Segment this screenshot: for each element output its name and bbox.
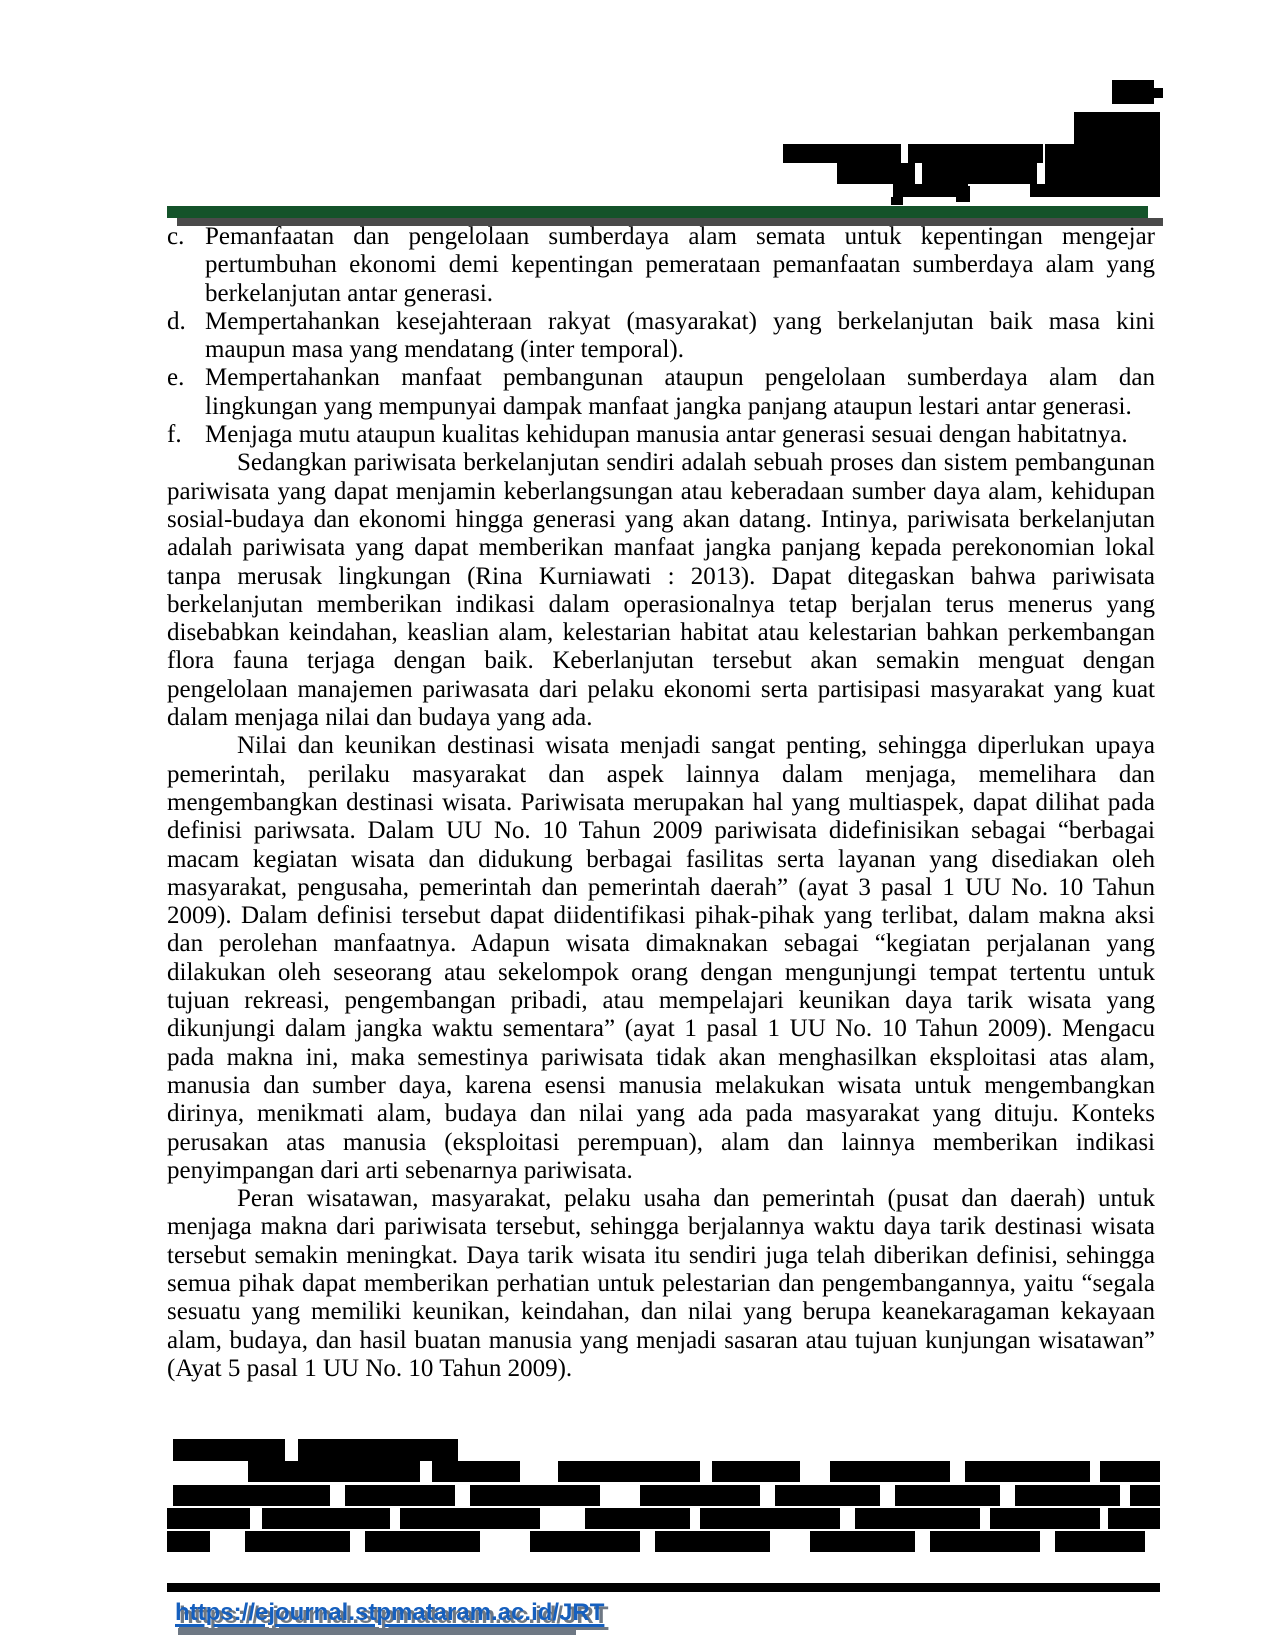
redaction-block	[783, 144, 901, 163]
list-text: Pemanfaatan dan pengelolaan sumberdaya alam semata untuk kepentingan mengejar pertumbuhan ekonomi demi kepentingan pemerataan pemanfaatan sumberdaya alam yang berkelanjutan antar generasi.	[205, 223, 1155, 307]
header-divider-bar	[167, 206, 1148, 218]
redaction-block	[922, 163, 1037, 184]
list-text: Mempertahankan manfaat pembangunan ataupun pengelolaan sumberdaya alam dan lingkungan yang mempunyai dampak manfaat jangka panjang ataupun lestari antar generasi.	[205, 364, 1155, 420]
redaction-block	[1108, 1508, 1160, 1529]
redaction-block	[712, 1461, 800, 1482]
redaction-block	[400, 1508, 540, 1529]
redaction-block	[530, 1531, 640, 1552]
redaction-block	[470, 1485, 600, 1506]
redaction-block	[1130, 1485, 1160, 1506]
redaction-block	[891, 197, 903, 205]
redaction-block	[167, 1508, 250, 1529]
list-label: d.	[167, 307, 186, 335]
redaction-block	[173, 1439, 285, 1461]
list-label: c.	[167, 223, 185, 250]
redaction-block	[700, 1508, 840, 1529]
redaction-block	[1100, 1461, 1160, 1482]
redaction-block	[1045, 144, 1160, 197]
redaction-block	[173, 1485, 330, 1506]
article-body	[167, 223, 1155, 1383]
redaction-block	[365, 1531, 480, 1552]
list-text: Mempertahankan kesejahteraan rakyat (masyarakat) yang berkelanjutan baik masa kini maupun masa yang mendatang (inter temporal).	[205, 307, 1155, 364]
redaction-block	[1015, 1485, 1120, 1506]
redaction-block	[837, 163, 915, 184]
redaction-block	[655, 1531, 770, 1552]
list-item-c	[167, 223, 1155, 308]
list-label: f.	[167, 421, 182, 449]
redaction-block	[990, 1508, 1100, 1529]
list-label: e.	[167, 364, 185, 392]
redaction-block	[810, 1531, 915, 1552]
redaction-block	[855, 1508, 980, 1529]
redaction-block	[248, 1461, 420, 1482]
redaction-block	[930, 1531, 1040, 1552]
redaction-block	[908, 144, 1043, 163]
redaction-block	[1074, 112, 1160, 144]
redaction-block	[1030, 184, 1048, 197]
redaction-block	[585, 1508, 690, 1529]
list-item-f	[167, 421, 1155, 449]
redaction-block	[965, 1461, 1090, 1482]
redaction-block	[640, 1485, 760, 1506]
redaction-block	[298, 1439, 458, 1461]
list-item-e	[167, 364, 1155, 421]
redaction-block	[775, 1485, 880, 1506]
redaction-block	[262, 1508, 390, 1529]
redaction-block	[1055, 1531, 1145, 1552]
redaction-block	[558, 1461, 700, 1482]
redaction-block	[1152, 88, 1163, 98]
redaction-block	[1112, 80, 1154, 104]
footer-link[interactable]: https://ejournal.stpmataram.ac.id/JRT	[175, 1599, 605, 1626]
redaction-block	[432, 1461, 520, 1482]
list-text: Menjaga mutu ataupun kualitas kehidupan manusia antar generasi sesuai dengan habitatnya.	[205, 421, 1128, 449]
footer-link-underline-shadow	[178, 1628, 576, 1635]
redaction-block	[345, 1485, 455, 1506]
redacted-footer-bar	[167, 1583, 1160, 1592]
paragraph: Sedangkan pariwisata berkelanjutan sendiri adalah sebuah proses dan sistem pembangunan pariwisata yang dapat menjamin keberlangsungan atau keberadaan sumber daya alam, kehidupan sosial-budaya dan ekonomi hingga generasi yang akan datang. Intinya, pariwisata berkelanjutan adalah pariwisata yang dapat memberikan manfaat jangka panjang kepada perekonomian lokal tanpa merusak lingkungan (Rina Kurniawati : 2013). Dapat ditegaskan bahwa pariwisata berkelanjutan memberikan indikasi dalam operasionalnya tetap berjalan terus menerus yang disebabkan keindahan, keaslian alam, kelestarian habitat atau kelestarian bahkan perkembangan flora fauna terjaga dengan baik. Keberlanjutan tersebut akan semakin menguat dengan pengelolaan manajemen pariwasata dari pelaku ekonomi serta partisipasi masyarakat yang kuat dalam menjaga nilai dan budaya yang ada.	[167, 449, 1155, 732]
paragraph: Peran wisatawan, masyarakat, pelaku usaha dan pemerintah (pusat dan daerah) untuk menjaga makna dari pariwisata tersebut, sehingga berjalannya waktu daya tarik destinasi wisata tersebut semakin meningkat. Daya tarik wisata itu sendiri juga telah diberikan definisi, sehingga semua pihak dapat memberikan perhatian untuk pelestarian dan pengembangannya, yaitu “segala sesuatu yang memiliki keunikan, keindahan, dan nilai yang berupa keanekaragaman kekayaan alam, budaya, dan hasil buatan manusia yang menjadi sasaran atau tujuan kunjungan wisatawan” (Ayat 5 pasal 1 UU No. 10 Tahun 2009).	[167, 1185, 1155, 1382]
redaction-block	[956, 186, 970, 202]
redaction-block	[830, 1461, 950, 1482]
redaction-block	[167, 1531, 210, 1552]
redaction-block	[245, 1531, 350, 1552]
paragraph: Nilai dan keunikan destinasi wisata menjadi sangat penting, sehingga diperlukan upaya pemerintah, perilaku masyarakat dan aspek lainnya dalam menjaga, memelihara dan mengembangkan destinasi wisata. Pariwisata merupakan hal yang multiaspek, dapat dilihat pada definisi pariwsata. Dalam UU No. 10 Tahun 2009 pariwisata didefinisikan sebagai “berbagai macam kegiatan wisata dan didukung berbagai fasilitas serta layanan yang disediakan oleh masyarakat, pengusaha, pemerintah dan pemerintah daerah” (ayat 3 pasal 1 UU No. 10 Tahun 2009). Dalam definisi tersebut dapat diidentifikasi pihak-pihak yang terlibat, dalam makna aksi dan perolehan manfaatnya. Adapun wisata dimaknakan sebagai “kegiatan perjalanan yang dilakukan oleh seseorang atau sekelompok orang dengan mengunjungi tempat tertentu untuk tujuan rekreasi, pengembangan pribadi, atau mempelajari keunikan daya tarik wisata yang dikunjungi dalam jangka waktu sementara” (ayat 1 pasal 1 UU No. 10 Tahun 2009). Mengacu pada makna ini, maka semestinya pariwisata tidak akan menghasilkan eksploitasi atas alam, manusia dan sumber daya, karena esensi manusia melakukan wisata untuk mengembangkan dirinya, menikmati alam, budaya dan nilai yang ada pada masyarakat yang dituju. Konteks perusakan atas manusia (eksploitasi perempuan), alam dan lainnya memberikan indikasi penyimpangan dari arti sebenarnya pariwisata.	[167, 732, 1155, 1184]
list-item-d	[167, 308, 1155, 365]
redaction-block	[895, 1485, 1000, 1506]
